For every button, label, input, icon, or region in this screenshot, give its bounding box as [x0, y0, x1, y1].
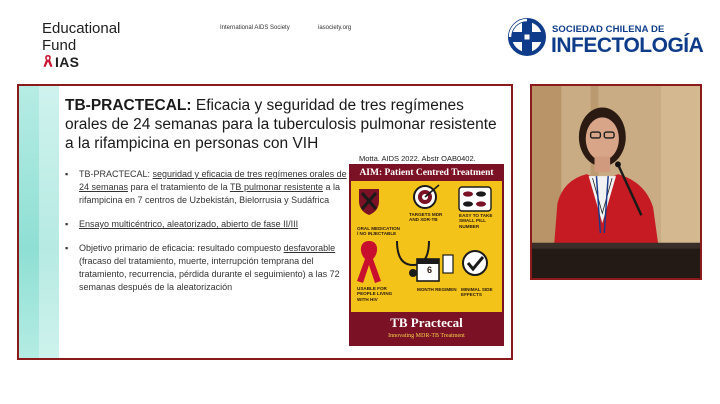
- ias-text: IAS: [55, 54, 80, 70]
- target-icon: [414, 185, 439, 208]
- slide-title-rest: Eficacia y seguridad de tres regímenes orales de 24 semanas para la tuberculosis pulmonar resistente a la rifampicina en personas con VIH: [65, 97, 497, 152]
- tb-practecal-poster: [349, 164, 504, 346]
- poster-month-number: 6: [427, 265, 433, 275]
- stethoscope-calendar-icon: [397, 241, 453, 281]
- red-ribbon-icon: [42, 54, 54, 68]
- bullet-item: [65, 242, 351, 294]
- ias-website: iasociety.org: [318, 25, 352, 31]
- poster-label-month: MONTH REGIMEN: [417, 287, 457, 292]
- bullet-item: [65, 218, 351, 231]
- poster-label-targets: TARGETS MDR AND XDR-TB: [409, 212, 443, 223]
- partner-name-top: SOCIEDAD CHILENA DE: [552, 24, 665, 35]
- no-injection-icon: [359, 189, 379, 215]
- poster-header: AIM: Patient Centred Treatment: [351, 166, 502, 181]
- checkmark-icon: [463, 251, 487, 275]
- poster-label-oral: ORAL MEDICATION / NO INJECTABLE: [357, 226, 400, 237]
- bullet-text: TB-PRACTECAL:: [79, 169, 153, 179]
- bullet-list: [65, 168, 351, 305]
- slide-reference: Motta. AIDS 2022. Abstr OAB0402.: [359, 154, 476, 163]
- bullet-marker: ▪: [65, 219, 69, 229]
- bullet-text: para el tratamiento de la: [128, 182, 230, 192]
- hiv-ribbon-icon: [357, 241, 381, 283]
- bullet-text: a la rifampicina en 7 centros de Uzbekistán, Bielorrusia y Sudáfrica: [79, 182, 340, 205]
- bullet-underlined-text: Ensayo multicéntrico, aleatorizado, abierto de fase II/III: [79, 219, 299, 229]
- bullet-marker: ▪: [65, 169, 69, 179]
- bullet-text: (fracaso del tratamiento, muerte, interrupción temprana del tratamiento, recurrencia, pérdida durante el seguimiento) a las 72 semanas después de la aleatorización: [79, 256, 340, 292]
- bullet-item: [65, 168, 351, 207]
- slide-accent-bar: [19, 86, 59, 358]
- slide-title: [65, 96, 505, 153]
- poster-footer-title: TB Practecal: [390, 315, 463, 330]
- presentation-slide: [17, 84, 513, 360]
- speaker-video-frame: [532, 86, 700, 278]
- poster-label-side: MINIMAL SIDE EFFECTS: [461, 287, 493, 298]
- poster-footer: [351, 312, 502, 344]
- brand-line-2: Fund: [42, 37, 77, 54]
- pills-icon: [459, 187, 491, 211]
- speaker-video: [530, 84, 702, 280]
- bullet-underlined-text: seguridad y eficacia de tres regímenes orales de 24 semanas: [79, 169, 347, 192]
- ias-org-name: International AIDS Society: [220, 25, 290, 31]
- educational-fund-logo: [42, 20, 152, 70]
- slide-title-lead: TB-PRACTECAL:: [65, 97, 192, 114]
- bullet-underlined-text: desfavorable: [283, 243, 336, 253]
- poster-footer-subtitle: Innovating MDR-TB Treatment: [388, 333, 465, 339]
- poster-label-hiv: USABLE FOR PEOPLE LIVING WITH HIV: [357, 286, 393, 302]
- bullet-underlined-text: TB pulmonar resistente: [229, 182, 323, 192]
- cross-emblem-icon: [508, 18, 546, 56]
- brand-line-1: Educational: [42, 20, 121, 37]
- ias-mark: [42, 54, 79, 70]
- bullet-marker: ▪: [65, 243, 69, 253]
- poster-label-pill: EASY TO TAKE SMALL PILL NUMBER: [459, 213, 493, 229]
- bullet-text: Objetivo primario de eficacia: resultado compuesto: [79, 243, 284, 253]
- partner-logo: [508, 14, 708, 60]
- partner-name-main: INFECTOLOGÍA: [551, 34, 704, 57]
